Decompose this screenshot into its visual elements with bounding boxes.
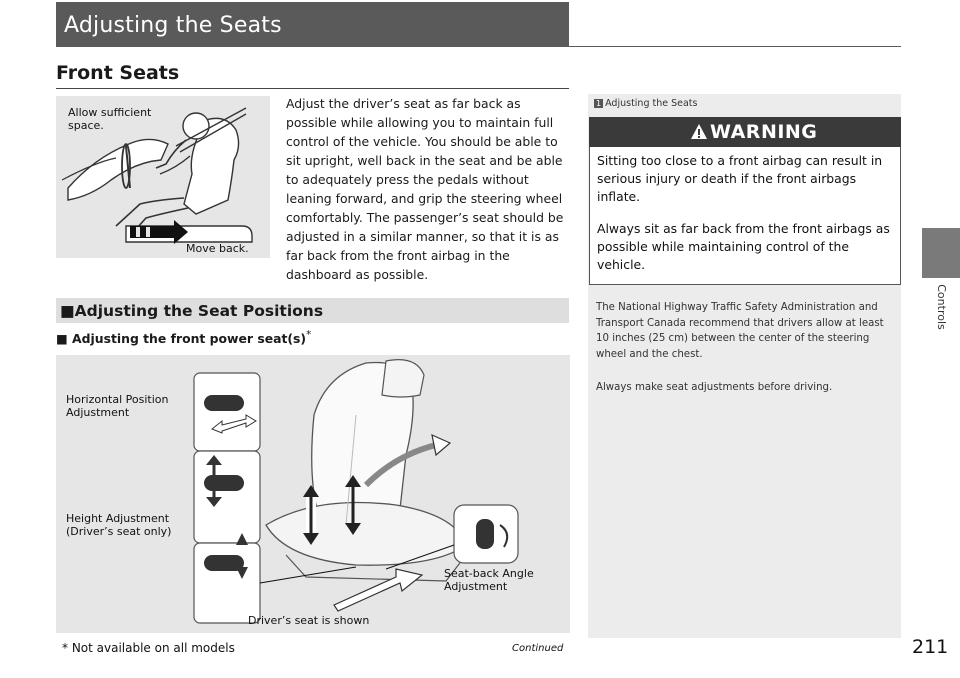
warning-text-1: Sitting too close to a front airbag can result in serious injury or death if the front airbags inflate. xyxy=(597,153,883,204)
sidebar-reference xyxy=(594,98,697,109)
title-rule xyxy=(56,46,901,47)
intro-paragraph: Adjust the driver’s seat as far back as possible while allowing you to maintain full control of the vehicle. You should be able to sit upright, well back in the seat and be able to adequately press the pedals without leaning forward, and grip the steering wheel comfortably. The passenger’s seat should be adjusted in a similar manner, so that it is as far back from the front airbag in the dashboard as possible. xyxy=(286,96,564,282)
warning-title: WARNING xyxy=(710,121,818,143)
warning-triangle-icon xyxy=(690,123,708,141)
move-back-label: Move back. xyxy=(186,242,249,255)
page-title: Adjusting the Seats xyxy=(64,13,282,38)
space-label: Allow sufficient space. xyxy=(68,106,152,132)
subsection-title xyxy=(60,302,323,320)
chapter-tab[interactable] xyxy=(922,228,960,278)
footnote-asterisk[interactable]: * xyxy=(306,329,312,341)
seating-position-figure xyxy=(56,96,270,258)
subheading-marker: ■ xyxy=(56,331,68,347)
seatback-adjust-label: Seat-back Angle Adjustment xyxy=(444,567,534,593)
page-number: 211 xyxy=(912,636,949,658)
power-seat-subheading xyxy=(56,329,311,346)
chapter-tab-label: Controls xyxy=(935,284,948,330)
figure-caption: Driver’s seat is shown xyxy=(248,614,370,627)
nhtsa-note: The National Highway Traffic Safety Administration and Transport Canada recommend that drivers allow at least 10 inches (25 cm) between the center of the steering wheel and the chest. xyxy=(596,302,884,360)
subheading-text: Adjusting the front power seat(s) xyxy=(72,331,307,347)
section-title: Front Seats xyxy=(56,62,180,84)
power-seat-figure xyxy=(56,355,570,633)
warning-text-2: Always sit as far back from the front airbags as possible while maintaining control of the vehicle. xyxy=(597,221,890,272)
reference-title: Adjusting the Seats xyxy=(605,98,698,109)
continued-label: Continued xyxy=(512,643,564,654)
height-adjust-label: Height Adjustment (Driver’s seat only) xyxy=(66,512,172,538)
section-rule xyxy=(56,88,569,89)
adjust-before-driving-note: Always make seat adjustments before driving. xyxy=(596,382,833,393)
footnote: * Not available on all models xyxy=(62,641,235,655)
horizontal-adjust-label: Horizontal Position Adjustment xyxy=(66,393,169,419)
subsection-title-text: Adjusting the Seat Positions xyxy=(74,302,324,320)
subsection-marker: ■ xyxy=(60,302,75,320)
reference-marker: 1 xyxy=(596,99,602,108)
